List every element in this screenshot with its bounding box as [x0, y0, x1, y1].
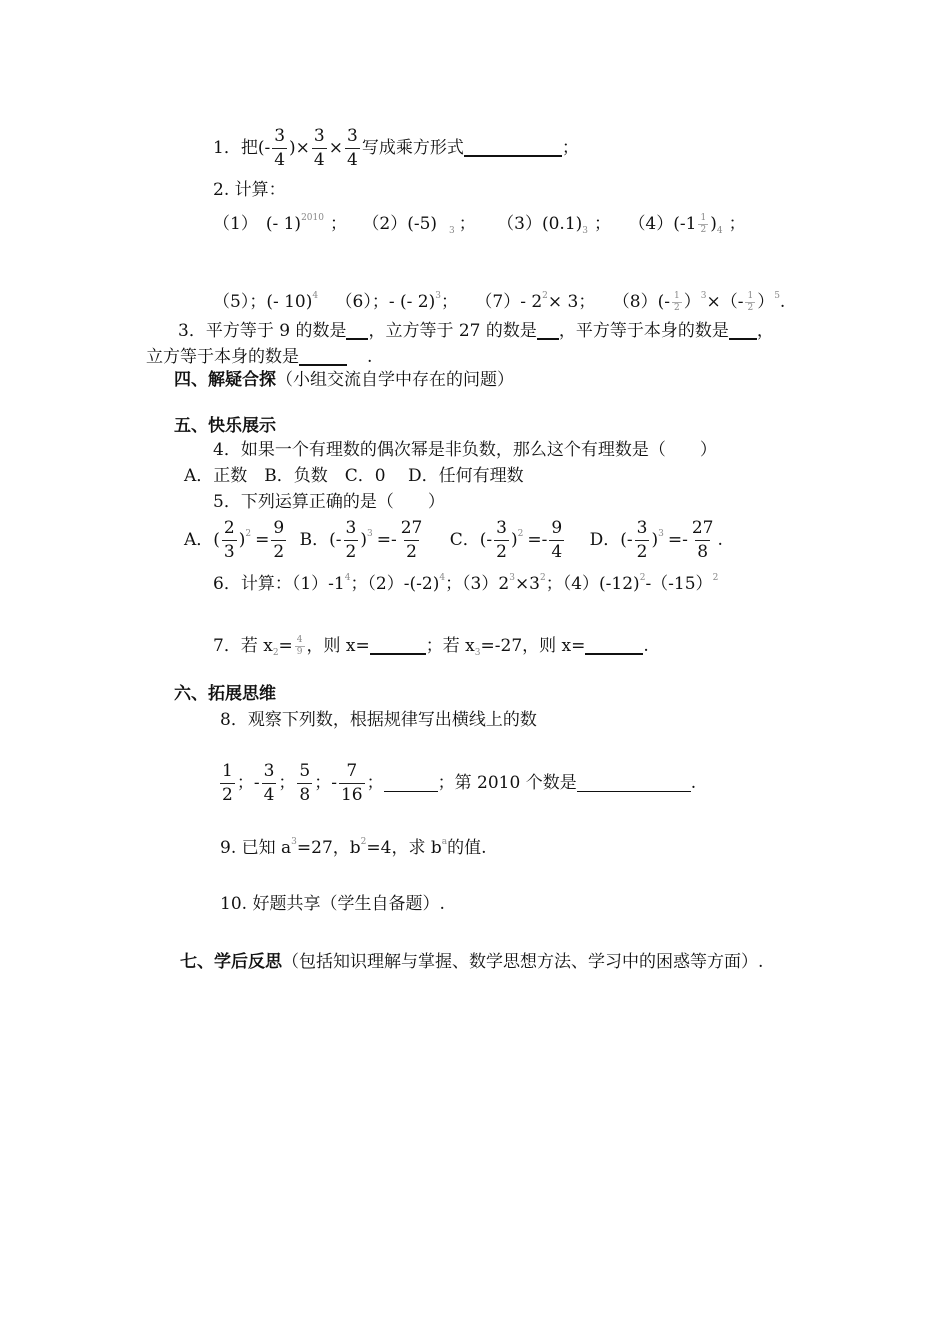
fraction: $\frac{3}{2}$ — [496, 518, 507, 562]
answer-blank[interactable] — [384, 775, 438, 792]
question-5-options: A．( $\frac{2}{3}$ )$^2$ = $\frac{9}{2}$ B．(- $\frac{3}{2}$ )$^3$ =- $\frac{27}{2}$ C．(- $\frac{3}{2}$ )$^2$ =- $\frac{9}{4}$ D．(- $\frac{3}{2}$ )$^3$ =- $\frac{27}{8}$ . — [184, 518, 723, 562]
fraction: $\frac{3}{4}$ — [313, 126, 325, 170]
fraction: $\frac{27}{2}$ — [400, 518, 423, 562]
section-title: 七、学后反思 — [180, 952, 282, 972]
answer-blank[interactable] — [585, 637, 643, 655]
question-3-line-2: 立方等于本身的数是 . — [146, 347, 373, 367]
question-8-stem: 8．观察下列数，根据规律写出横线上的数 — [220, 710, 537, 730]
section-note: （小组交流自学中存在的问题） — [276, 370, 514, 390]
fraction: $\frac{3}{2}$ — [345, 518, 357, 562]
fraction: $\frac{3}{4}$ — [347, 126, 358, 170]
fraction: $\frac{5}{8}$ — [299, 761, 311, 805]
question-9: 9. 已知 $a^3=27$，$b^2=4$，求 $b^a$的值. — [220, 837, 487, 858]
fraction: $\frac{3}{4}$ — [274, 126, 286, 170]
question-7: 7．若 $x_2=$ $\frac{4}{9}$ ，则 x= ；若 $x_3=-27$，则 x= . — [213, 635, 649, 658]
question-6: 6．计算：$(1)-1^4$；$(2)-(-2)^4$；$(3)2^3\times 3^2$；$(4)(-12)^2-(-15)^2$ — [213, 573, 719, 594]
fraction: $\frac{1}{2}$ — [673, 291, 680, 313]
section-7-heading — [180, 954, 763, 971]
fraction: $\frac{3}{2}$ — [636, 518, 648, 562]
fraction: $\frac{27}{8}$ — [691, 518, 714, 562]
fraction: $\frac{9}{4}$ — [551, 518, 563, 562]
q1-prefix: 1．把(- — [213, 138, 271, 158]
fraction: $\frac{4}{9}$ — [296, 635, 303, 657]
question-10: 10. 好题共享（学生自备题）. — [220, 894, 445, 914]
fraction: $\frac{3}{4}$ — [263, 761, 275, 805]
question-8-sequence: $\frac{1}{2}$ ；- $\frac{3}{4}$ ； $\frac{5}{8}$ ；- $\frac{7}{16}$ ； ；第 2010 个数是 . — [222, 761, 697, 805]
question-4-options: A．正数 B．负数 C．0 D．任何有理数 — [184, 466, 524, 486]
fraction: $\frac{1}{2}$ — [747, 291, 754, 313]
answer-blank[interactable] — [299, 348, 347, 366]
answer-blank[interactable] — [370, 637, 426, 655]
answer-blank[interactable] — [464, 139, 562, 157]
answer-blank[interactable] — [729, 322, 757, 340]
question-4-stem: 4．如果一个有理数的偶次幂是非负数，那么这个有理数是（ ） — [213, 440, 717, 460]
answer-blank[interactable] — [346, 322, 368, 340]
question-5-stem: 5．下列运算正确的是（ ） — [213, 492, 445, 512]
question-2-title: 2. 计算： — [213, 180, 286, 200]
question-1: 1．把(- $\frac{3}{4}$ )× $\frac{3}{4}$ × $\frac{3}{4}$ 写成乘方形式 ； — [213, 126, 579, 170]
answer-blank[interactable] — [537, 322, 559, 340]
fraction: $\frac{7}{16}$ — [340, 761, 363, 805]
fraction: $\frac{1}{2}$ — [222, 761, 233, 805]
section-4-heading — [174, 372, 514, 389]
fraction: $\frac{2}{3}$ — [223, 518, 235, 562]
section-note: （包括知识理解与掌握、数学思想方法、学习中的困惑等方面）. — [282, 952, 764, 972]
question-2-row-2: （5）；(- 10)$^4$ （6）；- (- 2)$^3$； （7）- $2^2\times 3$； （8）(- $\frac{1}{2}$ ）$^3$×（- $\frac{1}{2}$ ）$^5$. — [213, 291, 786, 313]
question-2-row-1: （1） (- 1)$^{2010}$ ； （2）(-5) $_3$ ； $(3)(0.1)_3$ ； （4）(-1 $\frac{1}{2}$ )$_4$ ； — [213, 213, 746, 236]
section-5-heading: 五、快乐展示 — [174, 416, 276, 436]
fraction: $\frac{9}{2}$ — [273, 518, 285, 562]
answer-blank[interactable] — [577, 775, 691, 792]
section-title: 四、解疑合探 — [174, 370, 276, 390]
section-6-heading: 六、拓展思维 — [174, 684, 276, 704]
fraction: $\frac{1}{2}$ — [700, 213, 707, 235]
question-3-line-1: 3．平方等于 9 的数是 ，立方等于 27 的数是 ，平方等于本身的数是 ， — [178, 321, 774, 341]
